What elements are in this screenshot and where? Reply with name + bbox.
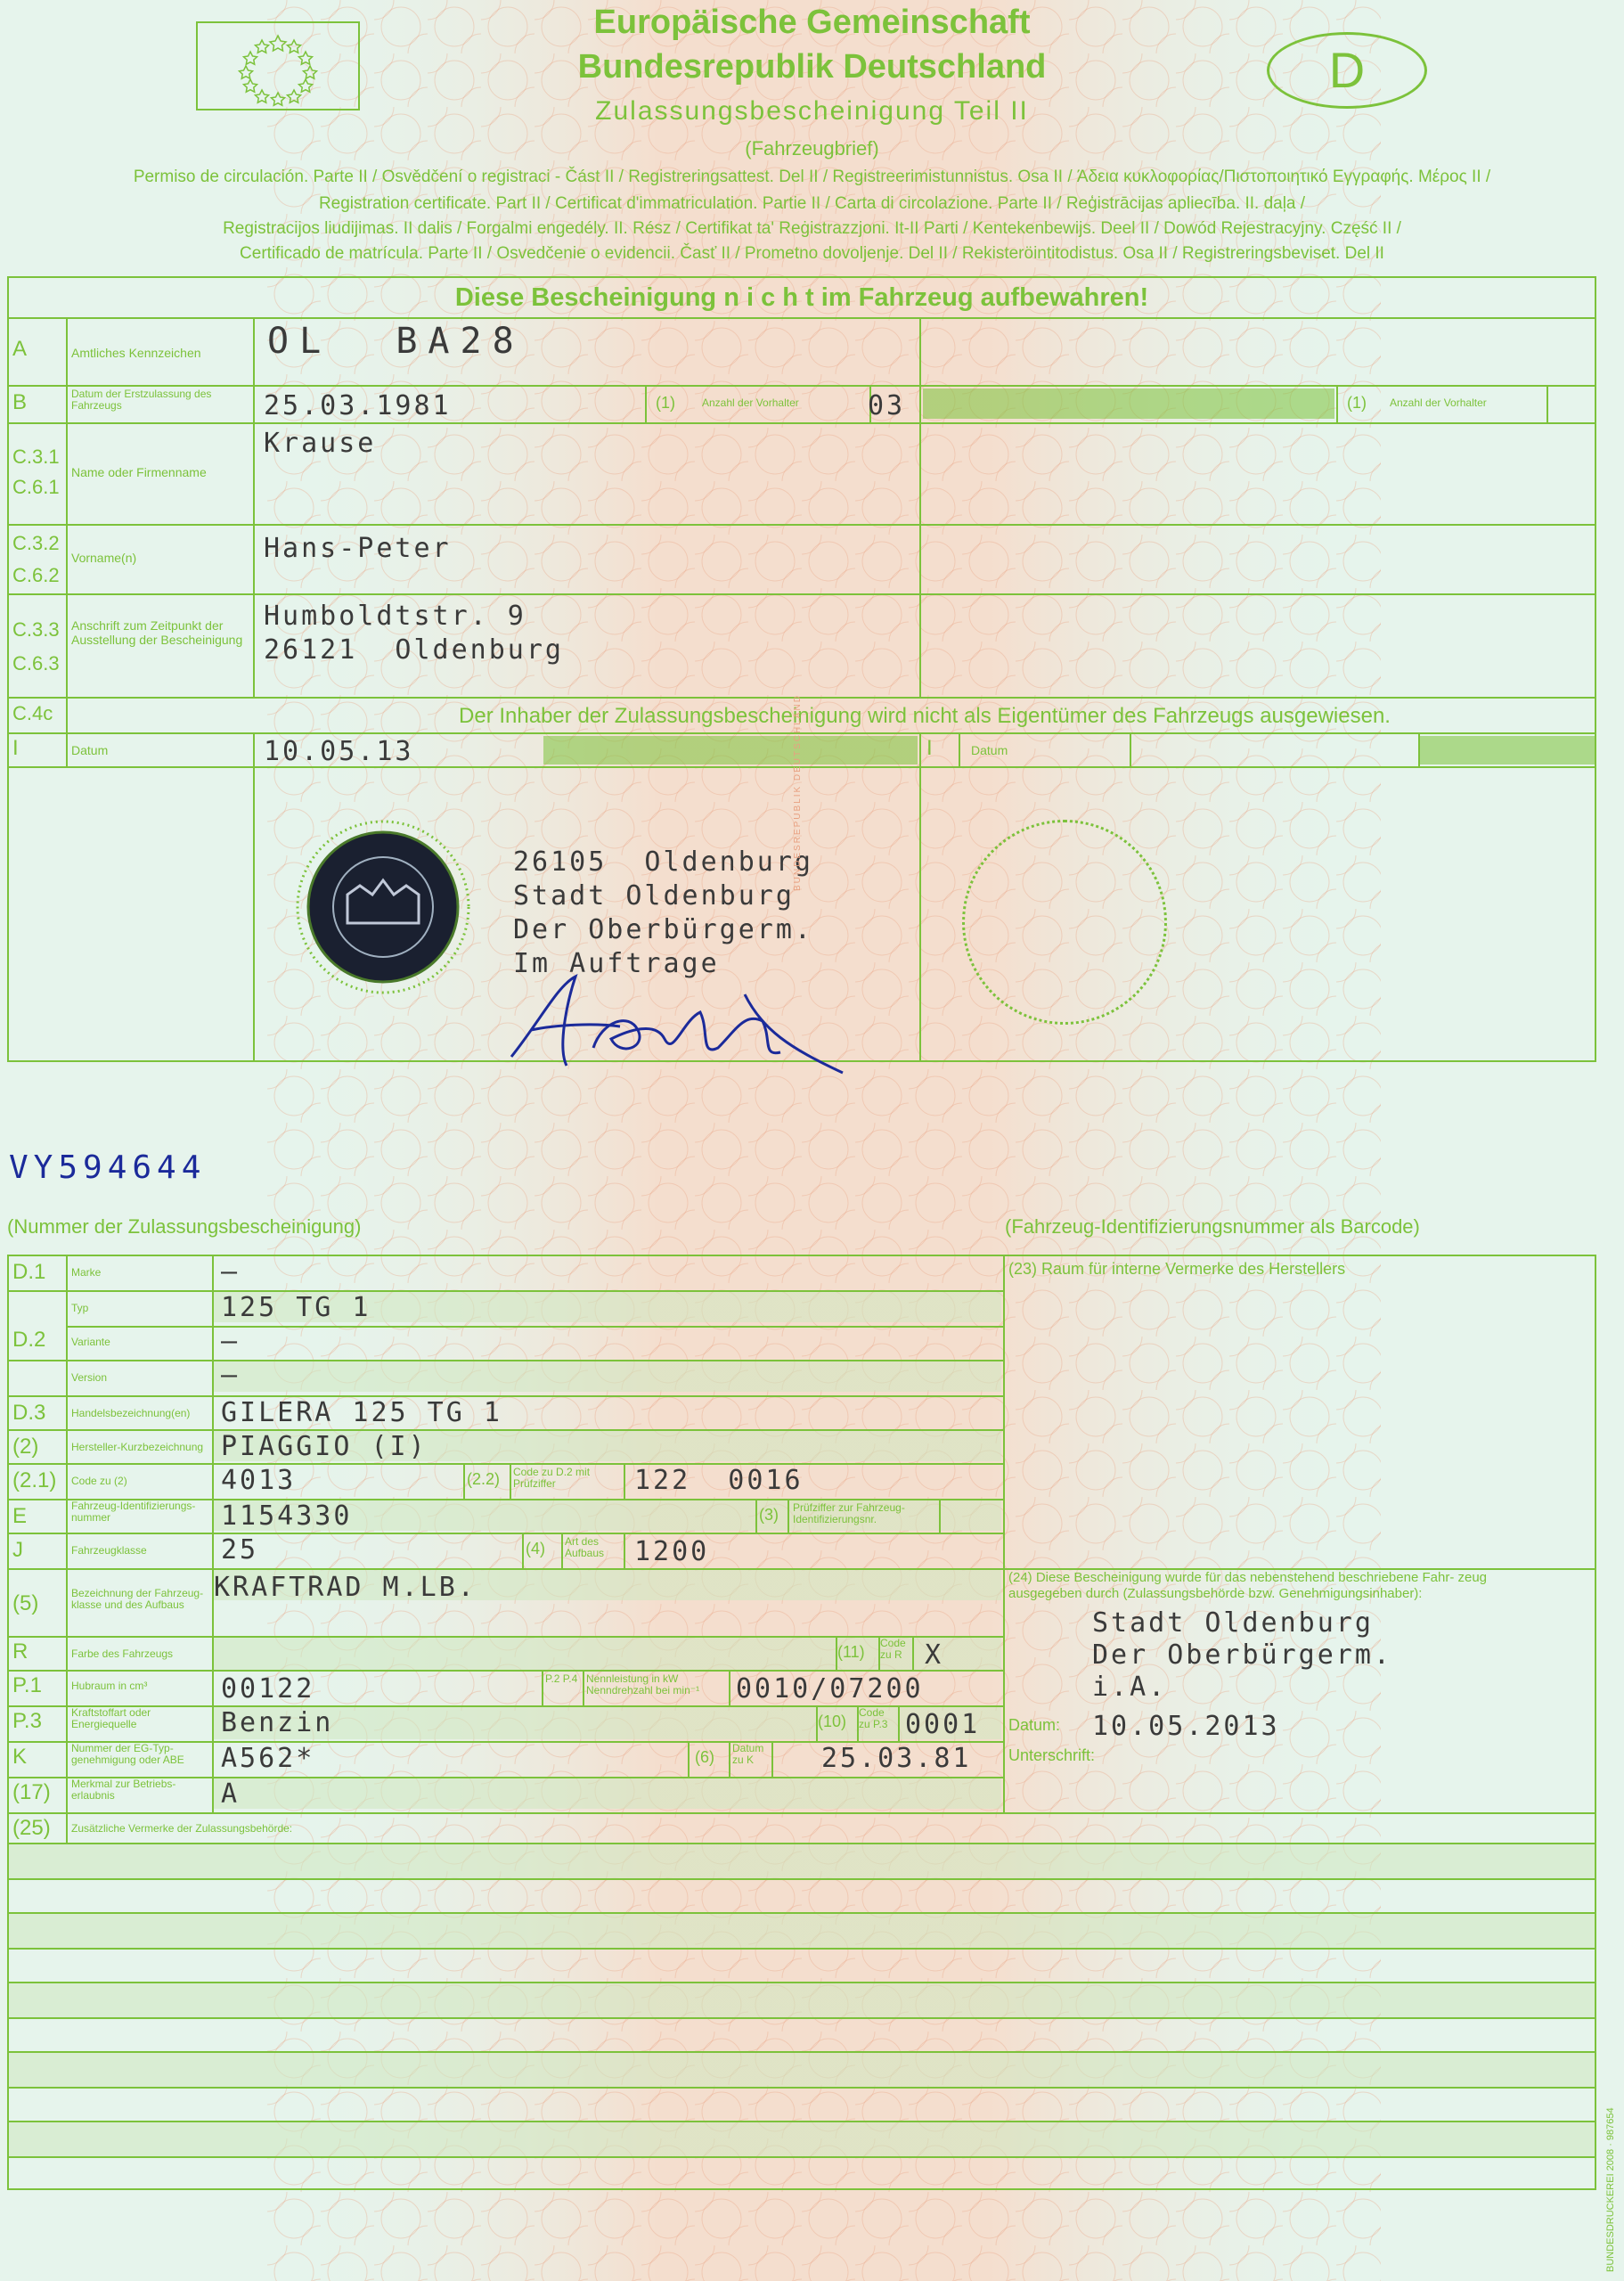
b-right-label: Anzahl der Vorhalter — [1390, 397, 1487, 409]
label-2-1: Code zu (2) — [71, 1475, 127, 1487]
header-multilang-2: Registration certificate. Part II / Certificat d'immatriculation. Partie II / Carta di circolazione. Parte II / Reģistrācijas apliecība. II. daļa / — [318, 194, 1306, 213]
code-d3: D.3 — [12, 1401, 46, 1425]
value-displacement: 00122 — [221, 1673, 315, 1705]
code-c32: C.3.2 C.6.2 — [12, 532, 60, 586]
b-right-code: (1) — [1347, 394, 1367, 412]
value-fuel: Benzin — [221, 1707, 334, 1738]
code-c4c: C.4c — [12, 702, 53, 724]
label-10: Code zu P.3 — [859, 1706, 888, 1730]
authority-line-1: 26105 Oldenburg — [513, 846, 813, 878]
value-first-name: Hans-Peter — [264, 533, 452, 564]
b-sub-code: (1) — [656, 394, 675, 412]
code-d1: D.1 — [12, 1260, 46, 1284]
label-r: Farbe des Fahrzeugs — [71, 1647, 174, 1660]
code-4: (4) — [526, 1540, 545, 1557]
code-2-1: (2.1) — [12, 1468, 57, 1492]
warning-line: Diese Bescheinigung n i c h t im Fahrzeug aufbewahren! — [454, 283, 1149, 312]
b-sub-cell — [645, 387, 871, 422]
datum-label: Datum: — [1008, 1716, 1061, 1734]
document-number: VY594644 — [9, 1149, 207, 1186]
code-e: E — [12, 1504, 28, 1528]
code-17: (17) — [12, 1780, 51, 1804]
value-previous-owners: 03 — [868, 390, 906, 421]
label-c33: Anschrift zum Zeitpunkt der Ausstellung der Bescheinigung — [71, 618, 243, 647]
value-version: – — [221, 1360, 241, 1391]
code-10: (10) — [818, 1713, 847, 1730]
code-2-2: (2.2) — [467, 1470, 501, 1488]
city-seal — [294, 818, 472, 996]
label-c31: Name oder Firmenname — [71, 465, 207, 479]
code-c31: C.3.1 C.6.1 — [12, 446, 60, 498]
header-multilang-1: Permiso de circulación. Parte II / Osvědčení o registraci - Část II / Registreringsattest. Del II / Registreerimistunnistus. Osa II / Άδεια κυκλοφορίας/Πιστοποιητικό Εγγραφής. Μέρος II / — [133, 168, 1491, 186]
code-b: B — [12, 390, 28, 414]
code-11: (11) — [837, 1643, 865, 1661]
label-4: Art des Aufbaus — [565, 1535, 605, 1559]
label-6: Datum zu K — [732, 1742, 764, 1766]
value-type-approval: A562* — [221, 1743, 315, 1774]
label-variante: Variante — [71, 1336, 110, 1348]
code-5: (5) — [12, 1591, 39, 1615]
code-p2-p4: P.2 P.4 — [545, 1672, 578, 1685]
b-sub-label: Anzahl der Vorhalter — [702, 397, 799, 409]
issuer-line-3: i.A. — [1092, 1672, 1168, 1703]
value-2-1: 4013 — [221, 1465, 297, 1496]
code-p1: P.1 — [12, 1673, 42, 1697]
label-i-right: Datum — [971, 743, 1008, 757]
label-p1: Hubraum in cm³ — [71, 1680, 148, 1692]
value-typ: 125 TG 1 — [221, 1292, 371, 1323]
value-street: Humboldtstr. 9 — [264, 601, 526, 632]
code-r: R — [12, 1639, 29, 1664]
value-power-rpm: 0010/07200 — [736, 1673, 924, 1705]
code-k: K — [12, 1745, 28, 1769]
country-badge: D — [1267, 32, 1427, 109]
code-a: A — [12, 337, 28, 361]
label-17: Merkmal zur Betriebs-erlaubnis — [71, 1778, 176, 1802]
label-11: Code zu R — [880, 1637, 906, 1661]
code-3: (3) — [759, 1506, 779, 1524]
vertical-security-text: BUNDESREPUBLIK DEUTSCHLAND — [793, 694, 803, 891]
value-issue-date: 10.05.13 — [264, 736, 414, 767]
value-operating-permit: A — [221, 1778, 241, 1810]
label-j: Fahrzeugklasse — [71, 1544, 147, 1557]
value-color-code: X — [925, 1639, 944, 1671]
header-title-4: (Fahrzeugbrief) — [745, 137, 879, 159]
label-i: Datum — [71, 743, 109, 757]
signature — [504, 968, 852, 1083]
label-d1: Marke — [71, 1266, 102, 1279]
label-25: Zusätzliche Vermerke der Zulassungsbehörde: — [71, 1822, 293, 1835]
issuer-line-1: Stadt Oldenburg — [1092, 1607, 1374, 1639]
value-vehicle-class: 25 — [221, 1534, 259, 1566]
value-first-registration: 25.03.1981 — [264, 390, 452, 421]
label-3: Prüfziffer zur Fahrzeug-Identifizierungsnr. — [793, 1501, 905, 1525]
header-title-1: Europäische Gemeinschaft — [593, 4, 1031, 41]
authority-line-3: Der Oberbürgerm. — [513, 914, 813, 945]
code-i-right: I — [926, 736, 933, 760]
authority-line-2: Stadt Oldenburg — [513, 880, 795, 912]
code-c33: C.3.3 C.6.3 — [12, 618, 60, 674]
label-2-2: Code zu D.2 mit Prüfziffer — [513, 1466, 591, 1490]
header-title-3: Zulassungsbescheinigung Teil II — [595, 96, 1029, 126]
print-code: BUNDESDRUCKEREI 2008 · 987654 — [1605, 2107, 1616, 2272]
label-a: Amtliches Kennzeichen — [71, 346, 201, 360]
value-manufacturer: PIAGGIO (I) — [221, 1431, 428, 1462]
value-city: 26121 Oldenburg — [264, 634, 564, 666]
code-p3: P.3 — [12, 1709, 42, 1733]
issuer-date: 10.05.2013 — [1092, 1711, 1280, 1742]
label-e: Fahrzeug-Identifizierungs-nummer — [71, 1500, 196, 1524]
label-manufacturer: Hersteller-Kurzbezeichnung — [71, 1441, 204, 1453]
code-i: I — [12, 736, 19, 760]
label-p2-p4: Nennleistung in kW Nenndrehzahl bei min⁻¹ — [586, 1672, 700, 1696]
authority-line-4: Im Auftrage — [513, 948, 720, 979]
value-2-2: 122 0016 — [634, 1465, 804, 1496]
header-multilang-4: Certificado de matrícula. Parte II / Osvedčenie o evidencii. Časť II / Prometno dovoljenje. Del II / Rekisteröintitodistus. Osa II / Registreringsbeviset. Del II — [240, 244, 1384, 263]
value-fuel-code: 0001 — [905, 1709, 981, 1740]
code-2: (2) — [12, 1435, 39, 1459]
value-class-description: KRAFTRAD M.LB. — [214, 1572, 477, 1603]
document-number-caption: (Nummer der Zulassungsbescheinigung) — [7, 1215, 362, 1238]
barcode-caption: (Fahrzeug-Identifizierungsnummer als Barcode) — [1005, 1215, 1420, 1238]
field-23-label: (23) Raum für interne Vermerke des Herstellers — [1008, 1260, 1346, 1278]
value-trade-name: GILERA 125 TG 1 — [221, 1397, 502, 1428]
signature-label: Unterschrift: — [1008, 1746, 1096, 1764]
code-6: (6) — [695, 1748, 714, 1766]
value-plate: OL BA28 — [267, 321, 525, 362]
label-c32: Vorname(n) — [71, 551, 137, 565]
value-body-type: 1200 — [634, 1536, 710, 1567]
value-variante: – — [221, 1326, 241, 1357]
label-version: Version — [71, 1371, 108, 1384]
value-marke: – — [221, 1256, 241, 1288]
field-24-label: (24) Diese Bescheinigung wurde für das nebenstehend beschriebene Fahr- zeug ausgegeben durch (Zulassungsbehörde bzw. Genehmigungsinhaber): — [1008, 1570, 1488, 1601]
label-k: Nummer der EG-Typ-genehmigung oder ABE — [71, 1742, 184, 1766]
code-d2: D.2 — [12, 1328, 46, 1352]
stamp-placeholder-circle — [962, 820, 1167, 1025]
label-b: Datum der Erstzulassung des Fahrzeugs — [71, 388, 212, 412]
value-vin: 1154330 — [221, 1500, 353, 1532]
label-d3: Handelsbezeichnung(en) — [71, 1407, 191, 1419]
label-typ: Typ — [71, 1302, 89, 1314]
header-multilang-3: Registracijos liudijimas. II dalis / Forgalmi engedély. II. Rész / Certifikat ta' Reġistrazzjoni. It-II Parti / Kentekenbewijs. Deel II / Dowód Rejestracyjny. Część II / — [223, 219, 1401, 238]
label-5: Bezeichnung der Fahrzeug-klasse und des Aufbaus — [71, 1587, 204, 1611]
code-j: J — [12, 1538, 23, 1562]
b-right-cell — [1336, 387, 1548, 422]
label-p3: Kraftstoffart oder Energiequelle — [71, 1706, 151, 1730]
value-name: Krause — [264, 428, 377, 459]
issuer-line-2: Der Oberbürgerm. — [1092, 1639, 1392, 1671]
code-25: (25) — [12, 1816, 51, 1840]
header-title-2: Bundesrepublik Deutschland — [577, 48, 1047, 86]
c4c-statement: Der Inhaber der Zulassungsbescheinigung wird nicht als Eigentümer des Fahrzeugs ausgewiesen. — [459, 704, 1391, 728]
value-approval-date: 25.03.81 — [821, 1743, 972, 1774]
